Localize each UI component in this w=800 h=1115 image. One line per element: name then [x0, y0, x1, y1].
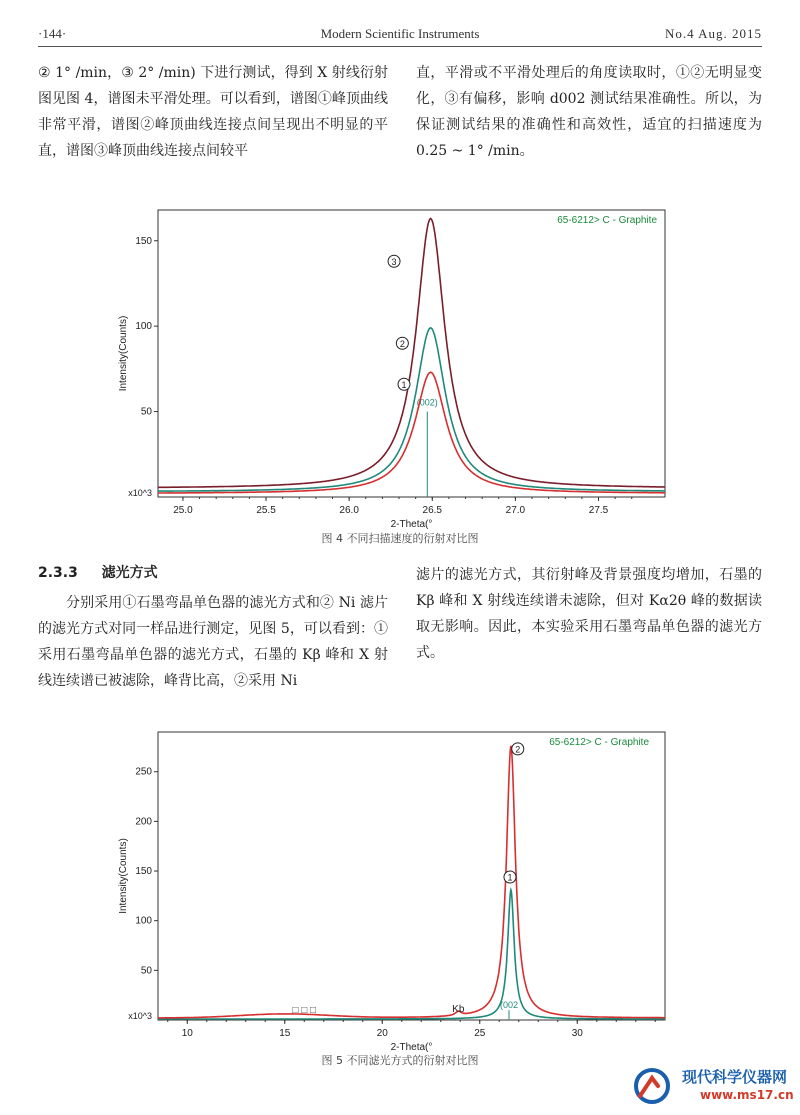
reference-label-002: (002 [499, 1000, 519, 1011]
y-tick-label: 50 [140, 406, 152, 418]
series-line-1 [158, 890, 665, 1019]
series-line-1 [158, 372, 665, 493]
y-unit-label: x10^3 [128, 1011, 152, 1021]
curve-label-3: 3 [391, 256, 397, 267]
paragraph-left-1: ② 1° /min，③ 2° /min) 下进行测试，得到 X 射线衍射图见图 4，谱图未平滑处理。可以看到，谱图①峰顶曲线非常平滑，谱图②峰顶曲线连接点间呈现出不明显的平直，谱图③峰顶曲线连接点间较平 [38, 65, 388, 159]
figure-4-chart [0, 200, 800, 540]
reference-label-002: (002) [416, 397, 438, 408]
y-tick-label: 250 [135, 766, 152, 778]
x-tick-label: 25 [474, 1028, 486, 1039]
x-axis-label: 2-Theta(° [390, 519, 433, 530]
site-logo-icon [630, 1064, 674, 1108]
x-tick-label: 30 [571, 1028, 583, 1039]
x-tick-label: 15 [279, 1028, 291, 1039]
series-line-2 [158, 746, 665, 1018]
x-tick-label: 27.5 [588, 505, 609, 516]
y-axis-label: Intensity(Counts) [118, 315, 129, 392]
figure-5-caption: 图 5 不同滤光方式的衍射对比图 [321, 1054, 479, 1067]
y-tick-label: 100 [135, 915, 152, 927]
site-logo-url: www.ms17.cn [700, 1088, 794, 1102]
paragraph-right-2: 滤片的滤光方式，其衍射峰及背景强度均增加，石墨的 Kβ 峰和 X 射线连续谱未滤除，但对 Kα2θ 峰的数据读取无影响。因此，本实验采用石墨弯晶单色器的滤光方式。 [416, 567, 762, 661]
y-unit-label: x10^3 [128, 488, 152, 498]
figure-4-caption: 图 4 不同扫描速度的衍射对比图 [321, 532, 479, 545]
y-tick-label: 200 [135, 816, 152, 828]
page-number: ·144· [38, 26, 67, 41]
series-line-3 [158, 219, 665, 488]
plot-frame [158, 732, 665, 1020]
page-header [38, 24, 762, 47]
x-tick-label: 20 [376, 1028, 388, 1039]
curve-label-2: 2 [515, 744, 521, 755]
journal-title: Modern Scientific Instruments [320, 26, 480, 41]
legend-label: 65-6212> C - Graphite [549, 737, 649, 748]
paragraph-left-2: 分别采用①石墨弯晶单色器的滤光方式和② Ni 滤片的滤光方式对同一样品进行测定，见图 5，可以看到：①采用石墨弯晶单色器的滤光方式，石墨的 Kβ 峰和 X 射线连续谱已被滤除，峰背比高，②采用 Ni [38, 595, 388, 689]
garbled-annotation: □ □ □ [292, 1005, 317, 1017]
x-tick-label: 25.0 [173, 505, 193, 516]
section-title: 滤光方式 [101, 565, 158, 581]
y-axis-label: Intensity(Counts) [118, 838, 129, 914]
issue-info: No.4 Aug. 2015 [664, 26, 762, 41]
site-logo-title: 现代科学仪器网 [682, 1068, 788, 1086]
y-tick-label: 150 [135, 866, 152, 878]
curve-label-2: 2 [399, 338, 405, 349]
series-line-2 [158, 328, 665, 491]
y-tick-label: 50 [140, 965, 152, 977]
plot-frame [158, 210, 665, 497]
y-tick-label: 150 [135, 235, 152, 247]
figure-5-chart [0, 722, 800, 1052]
curve-label-1: 1 [507, 872, 513, 883]
x-tick-label: 27.0 [505, 505, 526, 516]
curve-label-1: 1 [401, 379, 407, 390]
x-axis-label: 2-Theta(° [390, 1042, 433, 1052]
legend-label: 65-6212> C - Graphite [557, 215, 657, 226]
paragraph-right-1: 直，平滑或不平滑处理后的角度读取时，①②无明显变化，③有偏移，影响 d002 测试结果准确性。所以，为保证测试结果的准确性和高效性，适宜的扫描速度为 0.25 ~ 1° /min。 [416, 65, 762, 159]
section-number: 2.3.3 [38, 565, 78, 581]
y-tick-label: 100 [135, 321, 152, 333]
x-tick-label: 26.5 [422, 505, 443, 516]
x-tick-label: 10 [181, 1028, 193, 1039]
x-tick-label: 25.5 [256, 505, 276, 516]
x-tick-label: 26.0 [339, 505, 359, 516]
kb-peak-label: Kb [452, 1004, 465, 1016]
section-heading [38, 562, 158, 582]
